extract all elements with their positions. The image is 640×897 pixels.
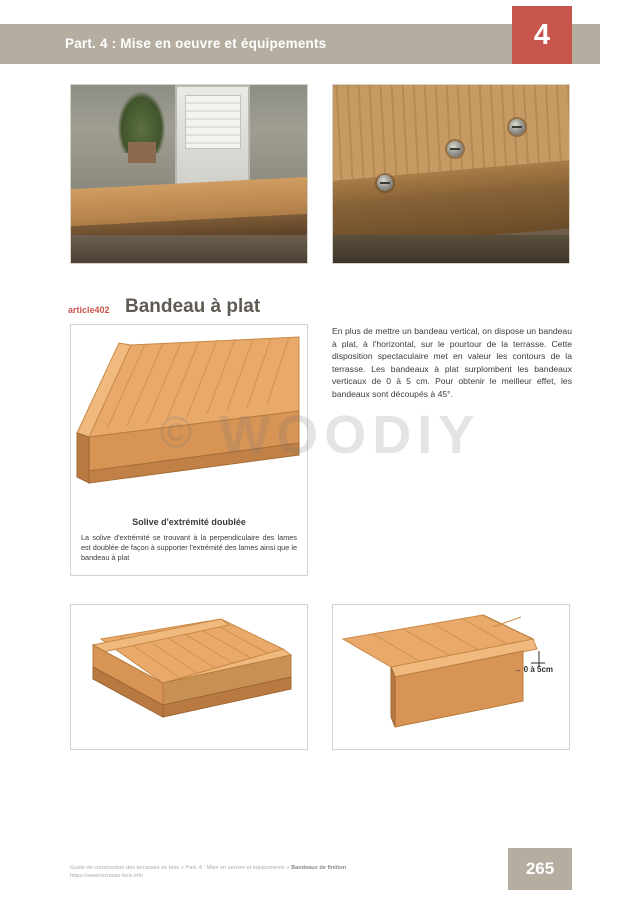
photo2-ground (333, 235, 569, 263)
photo1-door (175, 85, 250, 192)
screw-icon (377, 175, 393, 191)
watermark-copyright: © (159, 408, 199, 457)
watermark-text: WOODIY (219, 405, 481, 465)
footer-breadcrumb-plain: Guide de construction des terrasses en bois > Part. 4 : Mise en oeuvre et équipements > (70, 865, 292, 871)
photo1-ground (71, 235, 307, 263)
figure-main-card (70, 324, 308, 576)
page-number-box (508, 848, 572, 890)
dimension-label: → 0 à 5cm (513, 665, 553, 674)
page-number: 265 (525, 859, 555, 878)
article-tag: article402 (68, 305, 110, 315)
deck-corner-drawing (71, 325, 305, 505)
figure-caption-text: La solive d'extrémité se trouvant à la perpendiculaire des lames est doublée de façon à supporter l'extrémité des lames ainsi que le bandeau à plat (81, 533, 297, 562)
figure-caption-title: Solive d'extrémité doublée (132, 517, 246, 527)
page-header-title: Part. 4 : Mise en oeuvre et équipements (65, 36, 327, 51)
deck-perimeter-drawing (71, 605, 305, 747)
photo-deck-screws (332, 84, 570, 264)
footer-breadcrumb (70, 864, 346, 880)
photo-deck-doorway (70, 84, 308, 264)
figure-band-overhang (332, 604, 570, 750)
section-title: Bandeau à plat (125, 296, 261, 317)
band-overhang-drawing (333, 605, 567, 747)
chapter-number: 4 (533, 19, 551, 51)
body-paragraph: En plus de mettre un bandeau vertical, on dispose un bandeau à plat, à l'horizontal, sur le pourtour de la terrasse. Cette disposition spectaculaire met en valeur les contours de la terrasse. Les bandeaux à plat surplombent les bandeaux verticaux de 0 à 5 cm. Pour obtenir le meilleur effet, les bandeaux sont découpés à 45°. (332, 326, 572, 399)
screw-icon (509, 119, 525, 135)
figure-deck-corner (71, 325, 307, 505)
figure-deck-perimeter-band (70, 604, 308, 750)
photo1-pot (128, 142, 156, 163)
screw-icon (447, 141, 463, 157)
chapter-tab (512, 6, 572, 64)
photo1-door-panel (185, 95, 241, 149)
footer-breadcrumb-bold: Bandeaux de finition (291, 865, 347, 871)
footer-url: https://www.terrasse-bois.info (70, 873, 144, 879)
